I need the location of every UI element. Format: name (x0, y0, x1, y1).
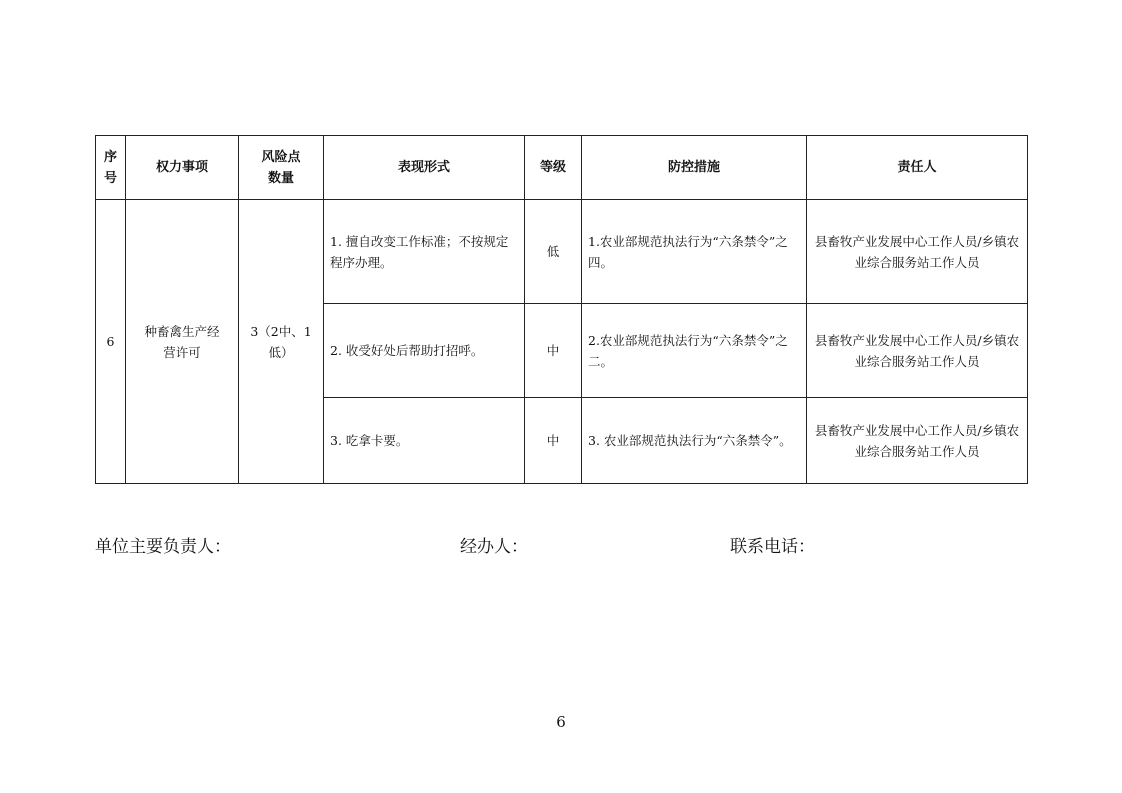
header-person: 责任人 (807, 136, 1028, 200)
page-number: 6 (556, 713, 566, 731)
cell-measure: 1.农业部规范执法行为“六条禁令”之四。 (582, 200, 807, 304)
cell-level: 中 (525, 398, 582, 484)
cell-form: 2. 收受好处后帮助打招呼。 (324, 304, 525, 398)
table-row (96, 200, 1028, 304)
cell-level: 中 (525, 304, 582, 398)
header-risk-count-line-1: 风险点 (261, 149, 301, 165)
header-level: 等级 (525, 136, 582, 200)
cell-measure: 2.农业部规范执法行为“六条禁令”之二。 (582, 304, 807, 398)
cell-person: 县畜牧产业发展中心工作人员/乡镇农业综合服务站工作人员 (807, 200, 1028, 304)
leader-signature-label: 单位主要负责人： (95, 537, 231, 557)
header-risk-count (239, 136, 324, 200)
header-seq-line-1: 序 (103, 149, 117, 165)
header-risk-count-line-2: 数量 (267, 170, 294, 186)
header-form: 表现形式 (324, 136, 525, 200)
header-measure: 防控措施 (582, 136, 807, 200)
cell-risk-count: 3（2中、1低） (239, 200, 324, 484)
header-item: 权力事项 (126, 136, 239, 200)
table-header-row (96, 136, 1028, 200)
risk-table (95, 135, 1028, 484)
cell-seq: 6 (96, 200, 126, 484)
cell-measure: 3. 农业部规范执法行为“六条禁令”。 (582, 398, 807, 484)
handler-signature-label: 经办人： (460, 537, 528, 557)
header-seq (96, 136, 126, 200)
phone-label: 联系电话： (730, 537, 815, 557)
cell-level: 低 (525, 200, 582, 304)
cell-form: 1. 擅自改变工作标准；不按规定程序办理。 (324, 200, 525, 304)
cell-item: 种畜禽生产经营许可 (126, 200, 239, 484)
cell-person: 县畜牧产业发展中心工作人员/乡镇农业综合服务站工作人员 (807, 304, 1028, 398)
header-seq-line-2: 号 (103, 170, 117, 186)
cell-form: 3. 吃拿卡要。 (324, 398, 525, 484)
cell-person: 县畜牧产业发展中心工作人员/乡镇农业综合服务站工作人员 (807, 398, 1028, 484)
